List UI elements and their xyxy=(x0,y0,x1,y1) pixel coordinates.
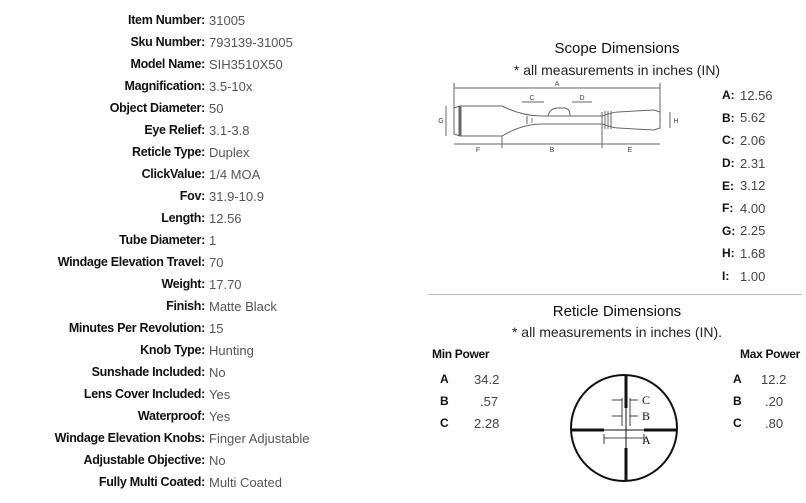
spec-row-object-diameter xyxy=(0,97,420,119)
max-power-header: Max Power xyxy=(740,347,800,361)
spec-label: Sku Number : xyxy=(0,35,205,49)
dimension-value: 1.00 xyxy=(740,268,766,284)
spec-label: Lens Cover Included : xyxy=(0,387,205,401)
spec-label: Object Diameter : xyxy=(0,101,205,115)
spec-label: Adjustable Objective : xyxy=(0,453,205,467)
spec-row-sku-number xyxy=(0,31,420,53)
spec-value: 17.70 xyxy=(209,276,242,292)
spec-value: 793139-31005 xyxy=(209,34,293,50)
spec-label: Magnification : xyxy=(0,79,205,93)
reticle-dimensions-title: Reticle Dimensions xyxy=(552,303,682,320)
label-g: G xyxy=(438,118,444,125)
dimension-row xyxy=(722,265,773,288)
spec-label: Eye Relief : xyxy=(0,123,205,137)
dimension-value: 4.00 xyxy=(740,200,766,216)
scope-diagram xyxy=(432,78,692,158)
spec-label: Windage Elevation Travel : xyxy=(0,255,205,269)
product-spec-list xyxy=(0,9,420,493)
spec-value: Yes xyxy=(209,408,231,424)
label-a: A xyxy=(554,81,560,88)
spec-row-sunshade-included xyxy=(0,361,420,383)
spec-value: Matte Black xyxy=(209,298,277,314)
spec-row-fully-multi-coated xyxy=(0,471,420,493)
reticle-label-c: C xyxy=(642,393,651,407)
spec-row-finish xyxy=(0,295,420,317)
spec-value: No xyxy=(209,364,226,380)
spec-row-reticle-type xyxy=(0,141,420,163)
scope-turret xyxy=(548,108,570,116)
spec-row-length xyxy=(0,207,420,229)
dimension-letter: B : xyxy=(722,111,740,125)
spec-row-fov xyxy=(0,185,420,207)
spec-value: Finger Adjustable xyxy=(209,430,310,446)
label-f: F xyxy=(475,147,481,154)
dimension-row xyxy=(722,242,773,265)
spec-row-knob-type xyxy=(0,339,420,361)
spec-row-tube-diameter xyxy=(0,229,420,251)
label-h: H xyxy=(673,118,679,125)
label-d: D xyxy=(579,95,585,102)
dimension-letter: F : xyxy=(722,201,740,215)
spec-value: 15 xyxy=(209,320,224,336)
dimension-row xyxy=(722,107,773,130)
spec-label: Item Number : xyxy=(0,13,205,27)
max-power-row xyxy=(733,412,786,434)
reticle-label-b: B xyxy=(642,409,651,423)
scope-dimension-list xyxy=(722,84,773,287)
spec-row-windage-elevation-knobs xyxy=(0,427,420,449)
min-power-header: Min Power xyxy=(432,347,490,361)
spec-row-eye-relief xyxy=(0,119,420,141)
spec-row-item-number xyxy=(0,9,420,31)
min-power-table xyxy=(440,368,499,434)
dimension-letter: G : xyxy=(722,224,740,238)
dimension-value: 2.25 xyxy=(740,223,766,239)
dimension-letter: C : xyxy=(722,133,740,147)
dimension-letter: I : xyxy=(722,269,740,283)
power-value: .20 xyxy=(765,393,784,409)
scope-body-outline xyxy=(454,106,660,136)
dimension-letter: A : xyxy=(722,88,740,102)
reticle-diagram xyxy=(568,372,680,484)
power-value: 2.28 xyxy=(474,415,500,431)
scope-dimensions-subtitle: * all measurements in inches (IN) xyxy=(513,62,721,78)
dimension-value: 12.56 xyxy=(740,87,773,103)
dimension-row xyxy=(722,84,773,107)
spec-value: SIH3510X50 xyxy=(209,56,283,72)
dimension-row xyxy=(722,152,773,175)
spec-label: Finish : xyxy=(0,299,205,313)
spec-row-click-value xyxy=(0,163,420,185)
spec-value: Multi Coated xyxy=(209,474,282,490)
dimension-letter: E : xyxy=(722,179,740,193)
spec-value: 1/4 MOA xyxy=(209,166,261,182)
spec-row-adjustable-objective xyxy=(0,449,420,471)
spec-label: ClickValue : xyxy=(0,167,205,181)
dimension-letter: H : xyxy=(722,246,740,260)
power-value: .80 xyxy=(765,415,784,431)
dimension-row xyxy=(722,129,773,152)
spec-label: Fov : xyxy=(0,189,205,203)
power-value: .57 xyxy=(480,393,499,409)
max-power-row xyxy=(733,368,786,390)
spec-value: No xyxy=(209,452,226,468)
dimension-value: 5.62 xyxy=(740,110,766,126)
spec-label: Tube Diameter : xyxy=(0,233,205,247)
dimension-row xyxy=(722,220,773,243)
dimension-value: 2.06 xyxy=(740,132,766,148)
power-letter: A xyxy=(440,372,449,386)
power-value: 34.2 xyxy=(474,371,500,387)
label-e: E xyxy=(627,147,633,154)
power-letter: B xyxy=(440,394,449,408)
spec-row-weight xyxy=(0,273,420,295)
label-b: B xyxy=(549,147,555,154)
spec-value: 1 xyxy=(209,232,217,248)
spec-value: 3.5-10x xyxy=(209,78,253,94)
power-letter: B xyxy=(733,394,742,408)
dimension-letter: D : xyxy=(722,156,740,170)
power-letter: C xyxy=(440,416,449,430)
spec-label: Minutes Per Revolution : xyxy=(0,321,205,335)
dimension-value: 1.68 xyxy=(740,245,766,261)
spec-value: 70 xyxy=(209,254,224,270)
min-power-row xyxy=(440,412,499,434)
spec-row-windage-elevation-travel xyxy=(0,251,420,273)
spec-label: Sunshade Included : xyxy=(0,365,205,379)
scope-dimensions-title: Scope Dimensions xyxy=(554,40,680,57)
label-c: C xyxy=(529,95,535,102)
max-power-row xyxy=(733,390,786,412)
spec-label: Reticle Type : xyxy=(0,145,205,159)
spec-value: 50 xyxy=(209,100,224,116)
spec-row-magnification xyxy=(0,75,420,97)
spec-label: Length : xyxy=(0,211,205,225)
spec-value: 3.1-3.8 xyxy=(209,122,250,138)
spec-label: Model Name : xyxy=(0,57,205,71)
spec-row-minutes-per-revolution xyxy=(0,317,420,339)
power-letter: C xyxy=(733,416,742,430)
reticle-circle xyxy=(571,375,677,481)
spec-value: Hunting xyxy=(209,342,254,358)
dimension-row xyxy=(722,197,773,220)
spec-label: Waterproof : xyxy=(0,409,205,423)
min-power-row xyxy=(440,390,499,412)
reticle-dimensions-subtitle: * all measurements in inches (IN). xyxy=(511,324,723,340)
spec-label: Weight : xyxy=(0,277,205,291)
power-letter: A xyxy=(733,372,742,386)
max-power-table xyxy=(733,368,786,434)
power-value: 12.2 xyxy=(761,371,787,387)
spec-value: 31.9-10.9 xyxy=(209,188,264,204)
dimension-value: 2.31 xyxy=(740,155,766,171)
label-i: I xyxy=(531,118,533,125)
spec-value: 12.56 xyxy=(209,210,242,226)
spec-label: Knob Type : xyxy=(0,343,205,357)
spec-value: Duplex xyxy=(209,144,250,160)
dimension-row xyxy=(722,174,773,197)
min-power-row xyxy=(440,368,499,390)
spec-label: Windage Elevation Knobs : xyxy=(0,431,205,445)
spec-row-lens-cover-included xyxy=(0,383,420,405)
section-divider xyxy=(428,294,802,295)
spec-value: Yes xyxy=(209,386,231,402)
dimension-value: 3.12 xyxy=(740,178,766,194)
spec-value: 31005 xyxy=(209,12,246,28)
reticle-label-a: A xyxy=(642,433,651,447)
spec-row-model-name xyxy=(0,53,420,75)
spec-label: Fully Multi Coated : xyxy=(0,475,205,489)
spec-row-waterproof xyxy=(0,405,420,427)
